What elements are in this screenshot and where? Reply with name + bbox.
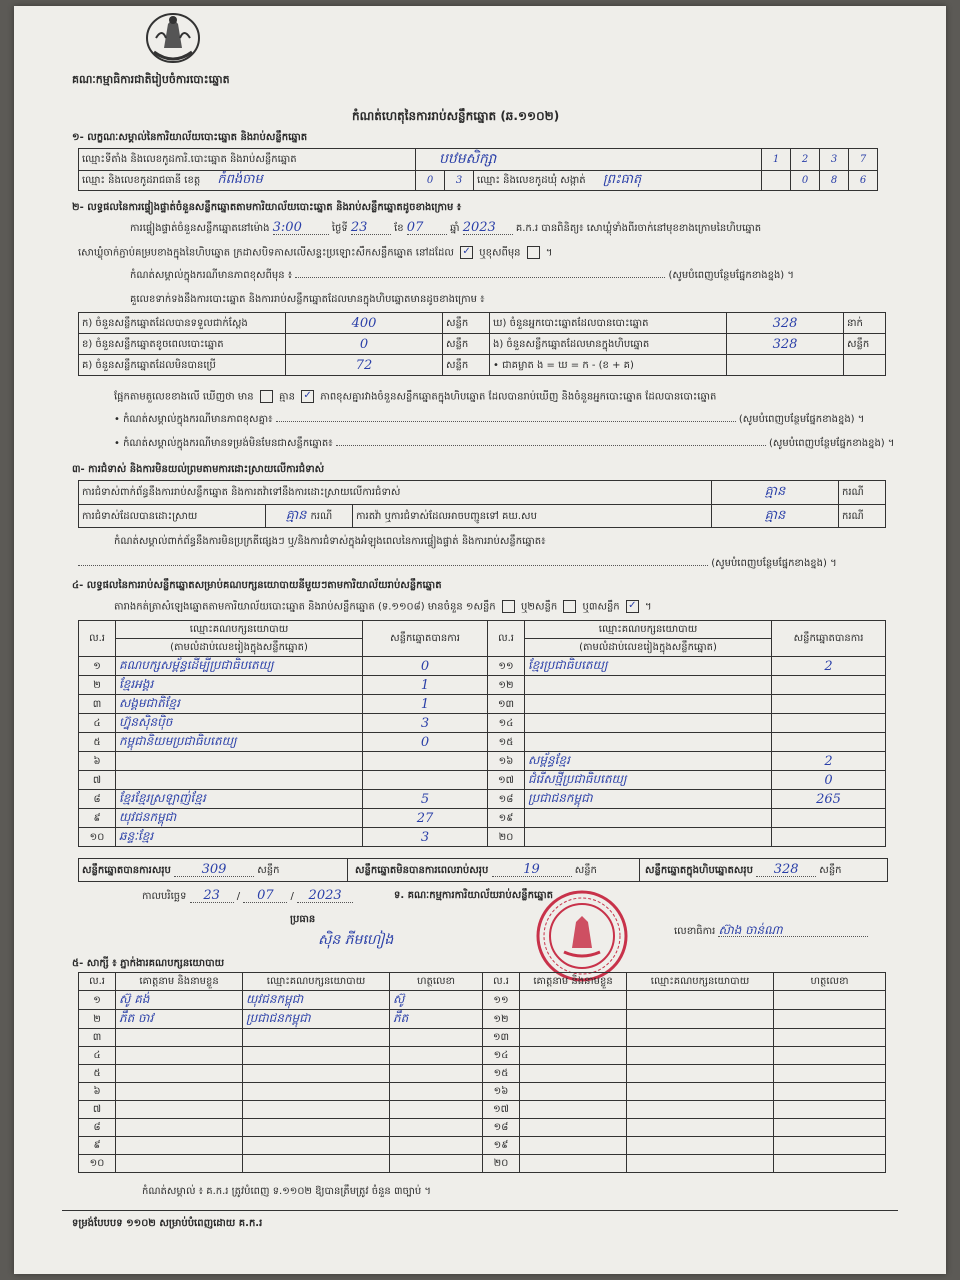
witness-signature (774, 1101, 886, 1119)
signing-month: 07 (243, 890, 287, 903)
witness-row (79, 1119, 886, 1137)
witness-signature (390, 1083, 483, 1101)
party-votes: 1 (363, 676, 488, 695)
ballot-left-label: ក) ចំនួនសន្លឹកឆ្នោតដែលបានទទួលជាក់ស្តែង (79, 313, 286, 334)
witness-name (520, 1155, 627, 1173)
party-no: ១០ (79, 828, 116, 847)
party-name: ជំរើសថ្មីប្រជាធិបតេយ្យ (525, 771, 772, 790)
same-checkbox[interactable]: ✓ (460, 246, 473, 259)
party-name: ឆន្ទៈខ្មែរ (116, 828, 363, 847)
ballot-right-label: ង) ចំនួនសន្លឹកឆ្នោតដែលមានក្នុងហិបឆ្នោត (490, 334, 727, 355)
party-votes: 2 (772, 752, 886, 771)
witness-row (79, 1137, 886, 1155)
witness-name (116, 1137, 243, 1155)
party-name: ខ្មែរប្រជាធិបតេយ្យ (525, 657, 772, 676)
has-difference-checkbox[interactable] (260, 390, 273, 403)
witness-name: ស៊ូ គង់ (116, 991, 243, 1010)
witness-signature (774, 1119, 886, 1137)
witness-row (79, 991, 886, 1010)
witness-no: ៤ (79, 1047, 116, 1065)
party-name (525, 714, 772, 733)
party-no: ២ (79, 676, 116, 695)
verification-month: 07 (407, 222, 447, 235)
commune-code-digit: 6 (849, 171, 878, 191)
witness-row (79, 1101, 886, 1119)
foreign-form-note-line: • កំណត់សម្គាល់ក្នុងករណីមានទម្រង់មិនមែនជាសន្លឹកឆ្នោត៖ (សូមបំពេញបន្ថែមផ្នែកខាងខ្នង) ។ (114, 438, 895, 449)
party-no: ១៥ (488, 733, 525, 752)
ballot-row (79, 313, 886, 334)
party-name (525, 733, 772, 752)
ballot-right-value: 328 (727, 313, 844, 334)
party-no: ៨ (79, 790, 116, 809)
witness-party (627, 1047, 774, 1065)
irregularity-fill-line: (សូមបំពេញបន្ថែមផ្នែកខាងខ្នង) ។ (78, 558, 837, 570)
witness-name (116, 1065, 243, 1083)
objection-count: គ្មាន (712, 481, 839, 505)
emblem-icon (142, 8, 204, 68)
chair-title: ប្រធាន (290, 914, 316, 925)
total-invalid-value: 19 (492, 864, 572, 877)
numbers-intro: គួលេខទាក់ទងនឹងការបោះឆ្នោត និងការរាប់សន្លឹកឆ្នោតដែលមានក្នុងហិបឆ្នោតមានដូចខាងក្រោម ៖ (130, 294, 485, 305)
party-votes (772, 809, 886, 828)
witness-signature (390, 1101, 483, 1119)
commission-name: គណៈកម្មាធិការជាតិរៀបចំការបោះឆ្នោត (72, 73, 230, 86)
commune-label: ឈ្មោះ និងលេខកូដឃុំ សង្កាត់ ព្រះធាតុ (474, 171, 762, 191)
party-name: ខ្មែរអង្គរ (116, 676, 363, 695)
witness-no: ១៨ (483, 1119, 520, 1137)
party-name: ប្រជាជនកម្ពុជា (525, 790, 772, 809)
witness-signature (774, 1083, 886, 1101)
witness-row (79, 1065, 886, 1083)
party-name (525, 809, 772, 828)
signing-year: 2023 (297, 890, 353, 903)
ballot-right-unit: សន្លឹក (844, 334, 886, 355)
ballot-right-label: • ជាគម្លាត ង = ឃ = ក - (ខ + គ) (490, 355, 727, 376)
witness-party: ប្រជាជនកម្ពុជា (243, 1010, 390, 1029)
party-name: សង្គមជាតិខ្មែរ (116, 695, 363, 714)
party-no: ១៤ (488, 714, 525, 733)
witness-party (627, 1010, 774, 1029)
party-votes (772, 695, 886, 714)
party-no: ៧ (79, 771, 116, 790)
witness-party (627, 1137, 774, 1155)
ballot-right-value: 328 (727, 334, 844, 355)
witness-table (78, 972, 886, 1173)
ballot-left-unit: សន្លឹក (443, 313, 490, 334)
total-invalid: សន្លឹកឆ្នោតមិនបានការពេលរាប់សរុប 19 សន្លឹក (355, 862, 597, 877)
party-no: ១៧ (488, 771, 525, 790)
ballot-row (79, 355, 886, 376)
witness-name: ភឹត ចាវ (116, 1010, 243, 1029)
one-sheet-checkbox[interactable] (502, 600, 515, 613)
chair-signature: សុិន ភីមហៀង (318, 932, 394, 948)
witness-name (520, 1065, 627, 1083)
witness-name (116, 1119, 243, 1137)
witness-row (79, 1047, 886, 1065)
party-name: ហ្វ៊ុនស៊ិនប៉ិច (116, 714, 363, 733)
ballot-right-unit: នាក់ (844, 313, 886, 334)
station-code-digit: 7 (849, 149, 878, 171)
party-votes (772, 828, 886, 847)
party-votes: 2 (772, 657, 886, 676)
party-row (79, 771, 886, 790)
party-name: យុវជនកម្ពុជា (116, 809, 363, 828)
appeal-label: ការតវ៉ា ឬការជំទាស់ដែលអាចបញ្ជូនទៅ គឃ.សប (353, 505, 712, 528)
witness-party: យុវជនកម្ពុជា (243, 991, 390, 1010)
ballot-left-value: 400 (286, 313, 443, 334)
witness-party (627, 1083, 774, 1101)
commune-code-digit: 8 (820, 171, 849, 191)
objections-table (78, 480, 886, 528)
station-label: ឈ្មោះទីតាំង និងលេខកូដការិ.បោះឆ្នោត និងរាប់សន្លឹកឆ្នោត (79, 149, 416, 171)
party-name (525, 676, 772, 695)
witness-no: ១៤ (483, 1047, 520, 1065)
tally-sheet-line: តារាងកត់ត្រាសំឡេងឆ្នោតតាមការិយាល័យបោះឆ្នោត និងរាប់សន្លឹកឆ្នោត (ទ.១១០៨) មានចំនួន ១សន្លឹក ឬ២សន្លឹក ឬ៣សន្លឹក ✓ ។ (114, 600, 652, 613)
col-party: ឈ្មោះគណបក្សនយោបាយ (243, 973, 390, 991)
party-votes: 3 (363, 828, 488, 847)
party-votes-table (78, 620, 886, 847)
col-name: គោត្តនាម និងនាមខ្លួន (520, 973, 627, 991)
party-row (79, 809, 886, 828)
signing-day: 23 (190, 890, 234, 903)
party-votes: 5 (363, 790, 488, 809)
party-votes (363, 771, 488, 790)
party-name: សម្ព័ន្ធខ្មែរ (525, 752, 772, 771)
ballot-row (79, 334, 886, 355)
witness-no: ២ (79, 1010, 116, 1029)
witness-party (627, 991, 774, 1010)
col-party-note: (តាមលំដាប់លេខរៀងក្នុងសន្លឹកឆ្នោត) (116, 639, 363, 657)
form-footer: ទម្រង់បែបបទ ១១០២ សម្រាប់បំពេញដោយ គ.ក.រ (72, 1218, 263, 1229)
party-no: ៣ (79, 695, 116, 714)
station-identity-table (78, 148, 878, 191)
witness-signature (390, 1119, 483, 1137)
party-no: ១២ (488, 676, 525, 695)
witness-signature: ភឹត (390, 1010, 483, 1029)
difference-note-line: កំណត់សម្គាល់ក្នុងករណីមានភាពខុសពីមុន ៖ (សូមបំពេញបន្ថែមផ្នែកខាងខ្នង) ។ (130, 270, 794, 281)
verification-year: 2023 (463, 222, 513, 235)
witness-no: ១៧ (483, 1101, 520, 1119)
witness-party (243, 1101, 390, 1119)
col-name: គោត្តនាម និងនាមខ្លួន (116, 973, 243, 991)
secretary-signature: ស៊ាង ចាន់ណា (718, 924, 868, 937)
province-code-digit: 3 (445, 171, 474, 191)
col-no: ល.រ (488, 621, 525, 657)
witness-signature (774, 1010, 886, 1029)
party-name (525, 695, 772, 714)
witness-name (116, 1029, 243, 1047)
witness-name (520, 991, 627, 1010)
witness-no: ១០ (79, 1155, 116, 1173)
witness-signature (774, 1065, 886, 1083)
col-sign: ហត្ថលេខា (774, 973, 886, 991)
station-code-digit: 3 (820, 149, 849, 171)
official-seal-icon (534, 888, 630, 984)
ballot-right-value (727, 355, 844, 376)
party-no: ៦ (79, 752, 116, 771)
witness-no: ៦ (79, 1083, 116, 1101)
verification-time: 3:00 (273, 222, 329, 235)
province-name: កំពង់ចាម (217, 172, 263, 187)
witness-signature (774, 1155, 886, 1173)
station-code-digit: 2 (791, 149, 820, 171)
witness-party (627, 1119, 774, 1137)
resolved-label: ការជំទាស់ដែលបានដោះស្រាយ (79, 505, 266, 528)
party-row (79, 714, 886, 733)
party-row (79, 752, 886, 771)
witness-name (520, 1083, 627, 1101)
footer-note: កំណត់សម្គាល់ ៖ គ.ក.រ ត្រូវបំពេញ ទ.១១០២ ឱ្យបានត្រឹមត្រូវ ចំនួន ៣ច្បាប់ ។ (142, 1186, 431, 1197)
province-label: ឈ្មោះ និងលេខកូដរាជធានី ខេត្ត កំពង់ចាម (79, 171, 416, 191)
commune-name: ព្រះធាតុ (602, 172, 642, 187)
witness-signature (774, 991, 886, 1010)
witness-no: ១៩ (483, 1137, 520, 1155)
witness-no: ៣ (79, 1029, 116, 1047)
witness-name (116, 1047, 243, 1065)
witness-signature (390, 1047, 483, 1065)
party-votes: 0 (363, 657, 488, 676)
party-votes: 0 (363, 733, 488, 752)
party-row (79, 657, 886, 676)
party-name: ខ្មែរខ្មែរស្រឡាញ់ខ្មែរ (116, 790, 363, 809)
party-no: ១៩ (488, 809, 525, 828)
totals-row (78, 858, 888, 882)
witness-signature (390, 1155, 483, 1173)
ballot-numbers-table (78, 312, 886, 376)
witness-name (520, 1010, 627, 1029)
party-no: ១៨ (488, 790, 525, 809)
secretary-line: លេខាធិការ ស៊ាង ចាន់ណា (674, 924, 868, 938)
party-no: ៩ (79, 809, 116, 828)
party-no: ១១ (488, 657, 525, 676)
witness-party (243, 1065, 390, 1083)
col-party: ឈ្មោះគណបក្សនយោបាយ (525, 621, 772, 639)
col-no: ល.រ (79, 973, 116, 991)
witness-no: ១១ (483, 991, 520, 1010)
ballot-right-label: ឃ) ចំនួនអ្នកបោះឆ្នោតដែលបានបោះឆ្នោត (490, 313, 727, 334)
party-name (116, 752, 363, 771)
witness-party (243, 1047, 390, 1065)
party-votes (363, 752, 488, 771)
col-no: ល.រ (79, 621, 116, 657)
witness-no: ១៦ (483, 1083, 520, 1101)
appeal-unit: ករណី (839, 505, 886, 528)
witness-signature (774, 1047, 886, 1065)
witness-no: ១២ (483, 1010, 520, 1029)
party-votes: 3 (363, 714, 488, 733)
three-sheets-checkbox[interactable]: ✓ (626, 600, 639, 613)
verification-day: 23 (351, 222, 391, 235)
party-no: ៥ (79, 733, 116, 752)
witness-name (520, 1119, 627, 1137)
witness-no: ៩ (79, 1137, 116, 1155)
section3-heading: ៣- ការជំទាស់ និងការមិនយល់ព្រមតាមការដោះស្រាយលើការជំទាស់ (72, 464, 325, 475)
party-votes (772, 714, 886, 733)
signing-date: កាលបរិច្ឆេទ 23 / 07 / 2023 (142, 890, 353, 903)
resolved-count: គ្មាន ករណី (266, 505, 353, 528)
commune-code-digit: 0 (791, 171, 820, 191)
col-sign: ហត្ថលេខា (390, 973, 483, 991)
section2-heading: ២- លទ្ធផលនៃការផ្ទៀងផ្ទាត់ចំនួនសន្លឹកឆ្នោតតាមការិយាល័យបោះឆ្នោត និងរាប់សន្លឹកឆ្នោតដូចខាងក្រោម ៖ (72, 202, 462, 213)
party-no: ១៣ (488, 695, 525, 714)
party-name: គណបក្សសម្ព័ន្ធដើម្បីប្រជាធិបតេយ្យ (116, 657, 363, 676)
ballot-left-unit: សន្លឹក (443, 355, 490, 376)
witness-name (520, 1101, 627, 1119)
witness-no: ១៥ (483, 1065, 520, 1083)
party-no: ៤ (79, 714, 116, 733)
witness-no: ៨ (79, 1119, 116, 1137)
witness-party (243, 1137, 390, 1155)
discrepancy-note-line: • កំណត់សម្គាល់ក្នុងករណីមានភាពខុសគ្នា៖ (សូមបំពេញបន្ថែមផ្នែកខាងខ្នង) ។ (114, 414, 865, 425)
party-row (79, 676, 886, 695)
witness-row (79, 1155, 886, 1173)
witness-signature: ស៊ូ (390, 991, 483, 1010)
station-code-digit: 1 (762, 149, 791, 171)
total-valid: សន្លឹកឆ្នោតបានការសរុប 309 សន្លឹក (82, 862, 280, 877)
irregularity-note: កំណត់សម្គាល់ពាក់ព័ន្ធនឹងការមិនប្រក្រតីផ្សេងៗ ឬ/និងការជំទាស់ក្នុងអំឡុងពេលនៃការផ្ទៀងផ្ទាត់ និងការរាប់សន្លឹកឆ្នោត៖ (114, 536, 546, 547)
witness-party (243, 1083, 390, 1101)
party-votes: 1 (363, 695, 488, 714)
seal-check-line: សោឃ្លុំចាក់ភ្ជាប់គម្របខាងក្នុងនៃហិបឆ្នោត ក្រដាសបិទភាសលើសន្ទះប្រឡោះសឹកសន្លឹកឆ្នោត នៅដដែល ✓ ឬខុសពីមុន ។ (78, 246, 553, 259)
witness-no: ៧ (79, 1101, 116, 1119)
party-row (79, 733, 886, 752)
section1-heading: ១- លក្ខណៈសម្គាល់នៃការិយាល័យបោះឆ្នោត និងរាប់សន្លឹកឆ្នោត (72, 132, 308, 143)
party-name (525, 828, 772, 847)
party-no: ២០ (488, 828, 525, 847)
total-in-box-value: 328 (756, 864, 816, 877)
witness-name (116, 1101, 243, 1119)
ballot-left-label: គ) ចំនួនសន្លឹកឆ្នោតដែលមិនបានប្រើ (79, 355, 286, 376)
witness-signature (774, 1029, 886, 1047)
ballot-right-unit (844, 355, 886, 376)
form-title: កំណត់ហេតុនៃការរាប់សន្លឹកឆ្នោត (ឆ.១១០២) (352, 109, 560, 123)
witness-signature (390, 1065, 483, 1083)
appeal-count: គ្មាន (712, 505, 839, 528)
witness-party (243, 1155, 390, 1173)
witness-signature (390, 1137, 483, 1155)
party-name (116, 771, 363, 790)
difference-check-line: ផ្អែកតាមតួលេខខាងលើ ឃើញថា មាន គ្មាន ✓ ភាពខុសគ្នារវាងចំនួនសន្លឹកឆ្នោតក្នុងហិបឆ្នោត ដែលបានរាប់ឃើញ និងចំនួនអ្នកបោះឆ្នោត ដែលបានបោះឆ្នោត (114, 390, 717, 403)
ballot-left-label: ខ) ចំនួនសន្លឹកឆ្នោតខូចពេលបោះឆ្នោត (79, 334, 286, 355)
witness-name (116, 1155, 243, 1173)
col-party: ឈ្មោះគណបក្សនយោបាយ (627, 973, 774, 991)
section5-heading: ៥- សាក្សី ៖ ភ្នាក់ងារគណបក្សនយោបាយ (72, 958, 225, 969)
witness-no: ២០ (483, 1155, 520, 1173)
objection-label: ការជំទាស់ពាក់ព័ន្ធនឹងការរាប់សន្លឹកឆ្នោត និងការតវ៉ាទៅនឹងការដោះស្រាយលើការជំទាស់ (79, 481, 712, 505)
party-row (79, 790, 886, 809)
form-sheet (14, 6, 946, 1274)
party-votes: 265 (772, 790, 886, 809)
party-votes: 27 (363, 809, 488, 828)
party-votes: 0 (772, 771, 886, 790)
witness-party (627, 1065, 774, 1083)
party-no: ១ (79, 657, 116, 676)
witness-row (79, 1010, 886, 1029)
station-place-cell (416, 149, 762, 171)
witness-name (520, 1047, 627, 1065)
col-no: ល.រ (483, 973, 520, 991)
col-party-note: (តាមលំដាប់លេខរៀងក្នុងសន្លឹកឆ្នោត) (525, 639, 772, 657)
witness-signature (774, 1137, 886, 1155)
total-valid-value: 309 (174, 864, 254, 877)
witness-row (79, 1029, 886, 1047)
col-votes: សន្លឹកឆ្នោតបានការ (363, 621, 488, 657)
party-row (79, 695, 886, 714)
witness-name (116, 1083, 243, 1101)
witness-party (243, 1029, 390, 1047)
party-votes (772, 733, 886, 752)
province-code-digit: 0 (416, 171, 445, 191)
witness-no: ១៣ (483, 1029, 520, 1047)
no-difference-checkbox[interactable]: ✓ (301, 390, 314, 403)
committee-title: ទ. គណៈកម្មការការិយាល័យរាប់សន្លឹកឆ្នោត (394, 890, 554, 901)
witness-party (627, 1155, 774, 1173)
witness-party (627, 1029, 774, 1047)
witness-signature (390, 1029, 483, 1047)
witness-name (520, 1137, 627, 1155)
witness-no: ១ (79, 991, 116, 1010)
party-votes (772, 676, 886, 695)
verification-time-line: ការផ្ទៀងផ្ទាត់ចំនួនសន្លឹកឆ្នោតនៅម៉ោង 3:00 ថ្ងៃទី 23 ខែ 07 ឆ្នាំ 2023 គ.ក.រ បានពិនិត្យ៖ សោឃ្លុំទាំងពីរចាក់នៅមុខខាងក្រោមនៃហិបឆ្នោត (130, 220, 762, 235)
ballot-left-value: 72 (286, 355, 443, 376)
col-votes: សន្លឹកឆ្នោតបានការ (772, 621, 886, 657)
two-sheets-checkbox[interactable] (563, 600, 576, 613)
ballot-left-unit: សន្លឹក (443, 334, 490, 355)
different-checkbox[interactable] (527, 246, 540, 259)
total-in-box: សន្លឹកឆ្នោតក្នុងហិបឆ្នោតសរុប 328 សន្លឹក (645, 862, 842, 877)
section4-heading: ៤- លទ្ធផលនៃការរាប់សន្លឹកឆ្នោតសម្រាប់គណបក្សនយោបាយនីមួយៗតាមការិយាល័យរាប់សន្លឹកឆ្នោត (72, 580, 442, 591)
party-row (79, 828, 886, 847)
witness-party (627, 1101, 774, 1119)
objection-unit: ករណី (839, 481, 886, 505)
witness-row (79, 1083, 886, 1101)
witness-party (243, 1119, 390, 1137)
station-place-name: បឋមសិក្សា (439, 151, 497, 167)
party-no: ១៦ (488, 752, 525, 771)
witness-name (520, 1029, 627, 1047)
witness-no: ៥ (79, 1065, 116, 1083)
party-name: កម្ពុជានិយមប្រជាធិបតេយ្យ (116, 733, 363, 752)
ballot-left-value: 0 (286, 334, 443, 355)
col-party: ឈ្មោះគណបក្សនយោបាយ (116, 621, 363, 639)
